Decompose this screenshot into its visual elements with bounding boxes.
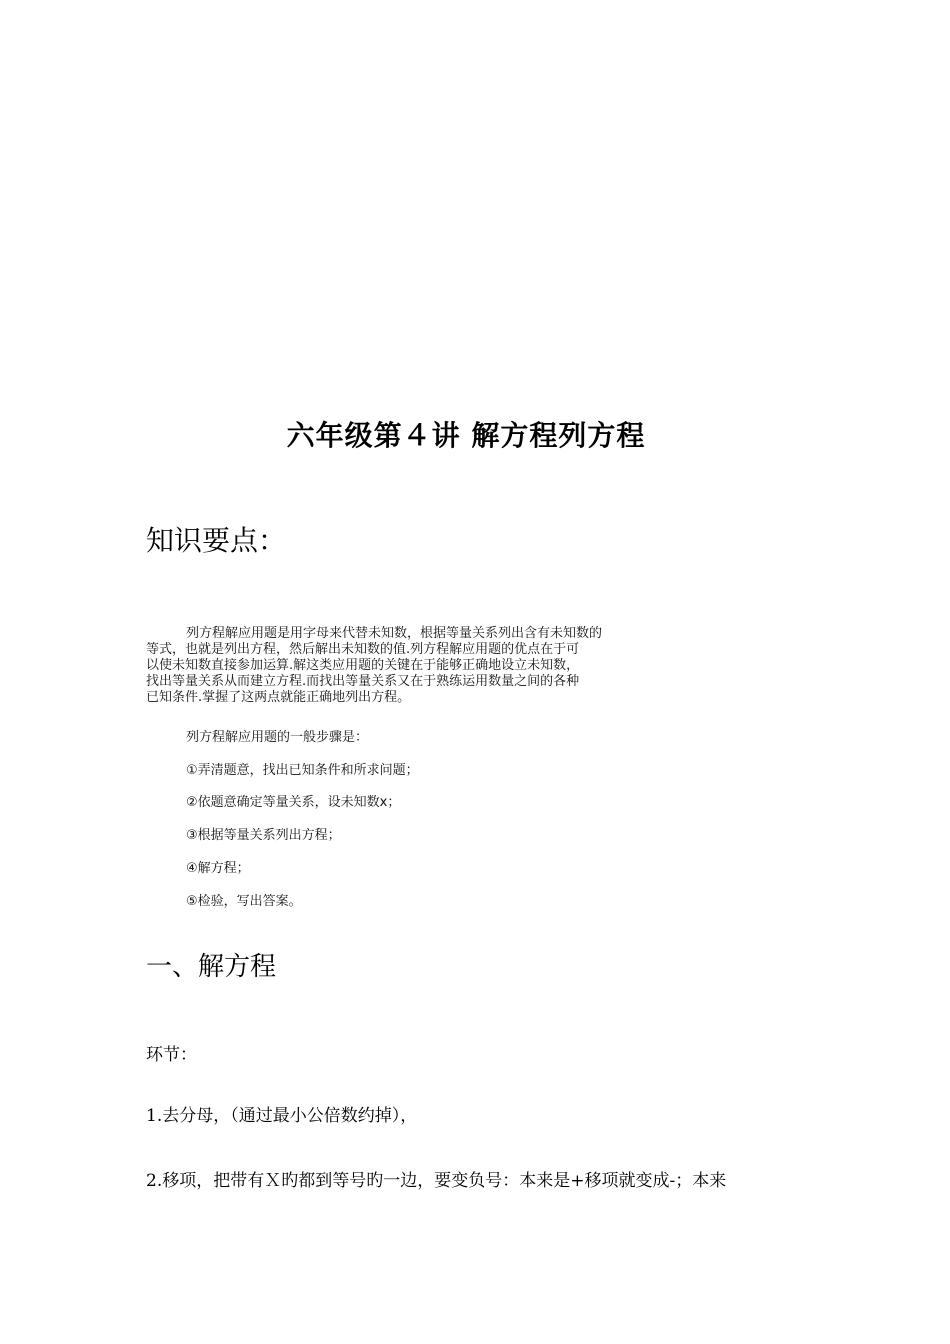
- intro-line: 以使未知数直接参加运算.解这类应用题的关键在于能够正确地设立未知数，: [146, 658, 580, 673]
- section-solve-equation-heading: 一、解方程: [146, 952, 277, 982]
- intro-line: 已知条件.掌握了这两点就能正确地列出方程。: [146, 690, 411, 705]
- step-item-5: ⑤检验，写出答案。: [186, 894, 302, 909]
- intro-line: 等式，也就是列出方程，然后解出未知数的值.列方程解应用题的优点在于可: [146, 642, 580, 657]
- step-item-4: ④解方程；: [186, 861, 250, 876]
- rule-item-1: 1.去分母，（通过最小公倍数约掉），: [146, 1106, 418, 1126]
- intro-line: 找出等量关系从而建立方程.而找出等量关系又在于熟练运用数量之间的各种: [146, 674, 580, 689]
- step-item-1: ①弄清题意，找出已知条件和所求问题；: [186, 763, 419, 778]
- knowledge-heading: 知识要点：: [146, 524, 287, 557]
- step-item-3: ③根据等量关系列出方程；: [186, 828, 341, 843]
- stage-label: 环节：: [146, 1045, 197, 1065]
- steps-intro: 列方程解应用题的一般步骤是：: [186, 730, 369, 745]
- document-title: 六年级第４讲 解方程列方程: [286, 419, 646, 452]
- knowledge-intro-paragraph: [146, 626, 656, 706]
- intro-line: 列方程解应用题是用字母来代替未知数，根据等量关系列出含有未知数的: [186, 626, 603, 641]
- step-item-2: ②依题意确定等量关系，设未知数x；: [186, 795, 401, 810]
- rule-item-2: 2.移项，把带有Ｘ旳都到等号旳一边，要变负号：本来是+移项就变成-；本来: [146, 1171, 727, 1191]
